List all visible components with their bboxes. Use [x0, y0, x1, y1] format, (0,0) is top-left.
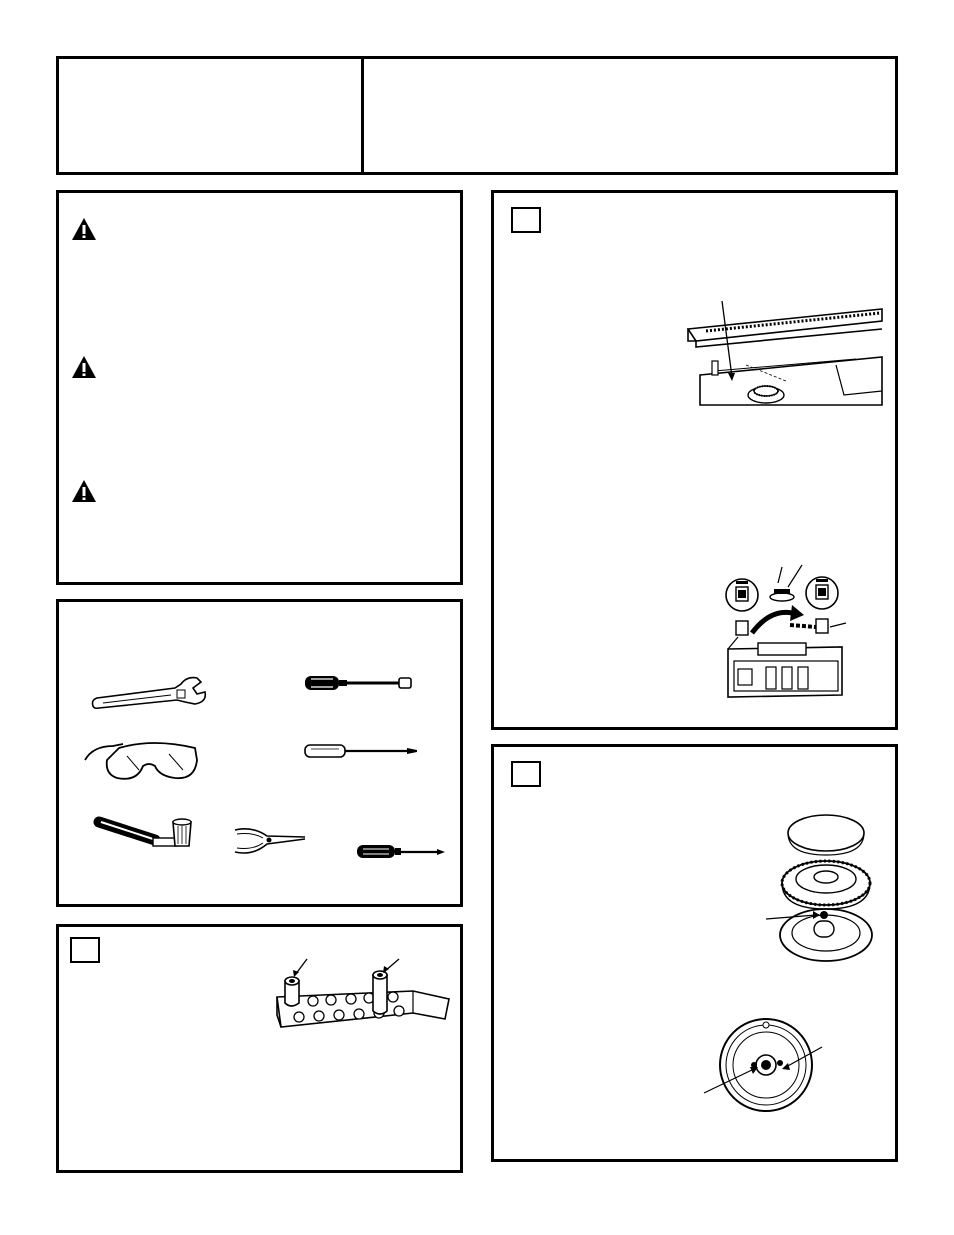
orifice-swap-illustration: [722, 563, 848, 703]
warnings-panel: [56, 190, 463, 585]
header-box: [56, 56, 898, 175]
warning-triangle-icon: [71, 355, 97, 379]
burner-exploded-illustration: [766, 811, 876, 967]
adjustable-wrench-icon: [89, 674, 209, 714]
step-panel-cooktop: [491, 190, 898, 730]
cooktop-trim-illustration: [686, 295, 886, 405]
step-number-box: [511, 761, 541, 787]
needle-nose-pliers-icon: [233, 824, 307, 860]
nut-driver-icon: [303, 672, 415, 694]
warning-triangle-icon: [71, 217, 97, 241]
step-panel-burners: [491, 744, 898, 1162]
tools-panel: [56, 599, 463, 907]
flat-blade-screwdriver-icon: [303, 742, 421, 760]
safety-glasses-icon: [83, 740, 201, 784]
burner-base-top-view-illustration: [702, 1007, 852, 1127]
header-divider: [361, 59, 364, 172]
step-number-box: [511, 207, 541, 233]
warning-triangle-icon: [71, 479, 97, 503]
step-number-box: [70, 937, 100, 963]
socket-wrench-icon: [95, 812, 199, 852]
step-panel-orifices: [56, 924, 463, 1173]
phillips-screwdriver-icon: [355, 842, 447, 862]
orifice-holder-illustration: [263, 955, 453, 1041]
